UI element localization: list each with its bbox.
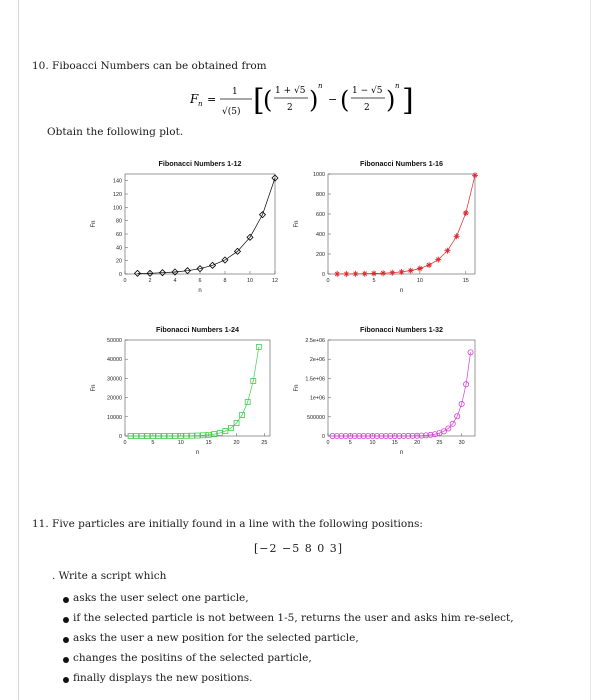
y-tick-label-1: 10000 (107, 414, 122, 421)
formula-exp1: n (318, 82, 323, 90)
chart-fibonacci-1-24 (85, 314, 300, 466)
x-tick-label-5: 10 (247, 278, 253, 284)
svg-text:(: ( (340, 86, 350, 114)
y-tick-label-2: 40 (116, 245, 122, 252)
chart-fibonacci-1-16 (290, 152, 495, 304)
x-tick-label-2: 10 (416, 278, 423, 284)
y-axis-label: Fn (91, 220, 97, 228)
q11-heading: 11. Five particles are initially found in a line with the following positions: (32, 518, 423, 530)
formula-lhs-sub: n (198, 100, 203, 108)
q11-intro: . Write a script which (52, 570, 167, 582)
y-tick-label-4: 800 (316, 192, 325, 198)
x-tick-label-0: 0 (326, 278, 330, 284)
formula-frac2-den: 2 (364, 103, 370, 113)
svg-text:]: ] (402, 83, 414, 118)
q10-heading: 10. Fiboacci Numbers can be obtained from (32, 60, 267, 72)
y-tick-label-4: 40000 (107, 357, 122, 364)
y-tick-label-0: 0 (322, 434, 325, 440)
chart-fibonacci-1-32 (282, 314, 495, 466)
page-left-edge (18, 0, 19, 700)
x-tick-label-4: 20 (414, 440, 421, 446)
formula-exp2: n (395, 82, 400, 90)
x-tick-label-3: 6 (198, 278, 202, 284)
y-tick-label-0: 0 (119, 272, 122, 278)
y-axis-label: Fn (294, 384, 300, 392)
x-tick-label-3: 15 (205, 440, 212, 446)
y-tick-label-5: 2.5e+06 (305, 338, 325, 344)
series-line (131, 347, 259, 436)
chart-title: Fibonacci Numbers 1-16 (359, 159, 444, 168)
bullet-5-dot (63, 677, 69, 683)
plot-frame (125, 174, 275, 274)
y-tick-label-3: 1.5e+06 (305, 376, 325, 383)
data-point-9 (417, 266, 423, 272)
plot-frame (328, 174, 475, 274)
chart-fibonacci-1-12 (85, 152, 300, 304)
fibonacci-formula (190, 78, 430, 122)
formula-sqrt-den: √(5) (222, 107, 241, 117)
y-tick-label-2: 1e+06 (309, 395, 325, 402)
formula-one: 1 (232, 87, 238, 97)
svg-text:[: [ (253, 83, 265, 118)
svg-text:(: ( (263, 86, 273, 114)
y-tick-label-4: 80 (116, 218, 122, 225)
y-tick-label-3: 30000 (107, 376, 122, 383)
data-point-4 (371, 271, 377, 277)
x-axis-label: n (198, 288, 202, 294)
y-tick-label-5: 1000 (313, 172, 325, 178)
data-point-10 (426, 262, 432, 268)
bullet-3: asks the user a new position for the selected particle, (73, 632, 359, 644)
q10-instruction: Obtain the following plot. (47, 126, 184, 138)
chart-title: Fibonacci Numbers 1-24 (155, 325, 240, 334)
x-tick-label-5: 25 (436, 440, 443, 446)
formula-minus: − (328, 93, 338, 106)
data-point-14 (463, 210, 469, 216)
x-tick-label-5: 25 (261, 440, 268, 446)
y-axis-label: Fn (294, 220, 300, 228)
data-point-8 (408, 268, 414, 274)
x-tick-label-2: 10 (369, 440, 376, 446)
bullet-2: if the selected particle is not between 1-5, returns the user and asks him re-select, (73, 612, 514, 624)
bullet-1-dot (63, 597, 69, 603)
y-tick-label-1: 20 (116, 258, 122, 265)
bullet-1: asks the user select one particle, (73, 592, 249, 604)
data-point-2 (353, 271, 359, 277)
data-point-13 (454, 233, 460, 239)
bullet-2-dot (63, 617, 69, 623)
x-tick-label-1: 5 (348, 440, 352, 446)
series-line (138, 178, 276, 273)
svg-text:): ) (386, 86, 396, 114)
data-point-5 (380, 270, 386, 276)
y-tick-label-2: 20000 (107, 395, 122, 402)
x-tick-label-3: 15 (462, 278, 469, 284)
formula-frac1-num: 1 + √5 (275, 86, 306, 96)
x-tick-label-2: 4 (173, 278, 177, 284)
y-tick-label-7: 140 (113, 178, 122, 185)
y-tick-label-1: 500000 (307, 414, 325, 421)
x-tick-label-6: 12 (272, 278, 278, 284)
x-tick-label-0: 0 (123, 440, 127, 446)
data-point-3 (362, 271, 368, 277)
x-tick-label-4: 8 (223, 278, 227, 284)
page-right-edge (590, 0, 591, 700)
data-point-15 (472, 172, 478, 178)
x-axis-label: n (195, 450, 200, 456)
y-tick-label-5: 50000 (107, 338, 122, 344)
data-point-0 (334, 271, 340, 277)
y-tick-label-0: 0 (322, 272, 325, 278)
x-tick-label-4: 20 (233, 440, 240, 446)
data-point-1 (343, 271, 349, 277)
bullet-4-dot (63, 657, 69, 663)
formula-lhs: F (190, 92, 199, 106)
x-tick-label-6: 30 (458, 440, 465, 446)
bullet-5: finally displays the new positions. (73, 672, 253, 684)
y-tick-label-3: 600 (316, 212, 325, 218)
y-axis-label: Fn (91, 384, 97, 392)
plot-frame (125, 340, 270, 436)
formula-equals: = (207, 93, 217, 106)
svg-text:): ) (309, 86, 319, 114)
q11-positions-vector: [−2 −5 8 0 3] (254, 542, 343, 555)
y-tick-label-0: 0 (119, 434, 122, 440)
x-tick-label-0: 0 (326, 440, 330, 446)
x-tick-label-0: 0 (123, 278, 127, 284)
bullet-4: changes the positins of the selected particle, (73, 652, 312, 664)
y-tick-label-4: 2e+06 (309, 357, 325, 364)
x-axis-label: n (399, 288, 404, 294)
chart-title: Fibonacci Numbers 1-12 (158, 159, 242, 168)
x-tick-label-2: 10 (177, 440, 184, 446)
data-point-6 (389, 270, 395, 276)
x-tick-label-3: 15 (391, 440, 398, 446)
bullet-3-dot (63, 637, 69, 643)
chart-title: Fibonacci Numbers 1-32 (359, 325, 444, 334)
x-tick-label-1: 5 (151, 440, 155, 446)
y-tick-label-3: 60 (116, 232, 122, 238)
x-tick-label-1: 2 (148, 278, 152, 284)
y-tick-label-1: 200 (316, 252, 325, 258)
series-line (337, 175, 475, 274)
formula-frac1-den: 2 (287, 103, 293, 113)
formula-frac2-num: 1 − √5 (352, 86, 383, 96)
y-tick-label-6: 120 (113, 192, 122, 198)
x-tick-label-1: 5 (372, 278, 376, 284)
y-tick-label-2: 400 (316, 232, 325, 238)
y-tick-label-5: 100 (113, 205, 122, 212)
x-axis-label: n (399, 450, 404, 456)
